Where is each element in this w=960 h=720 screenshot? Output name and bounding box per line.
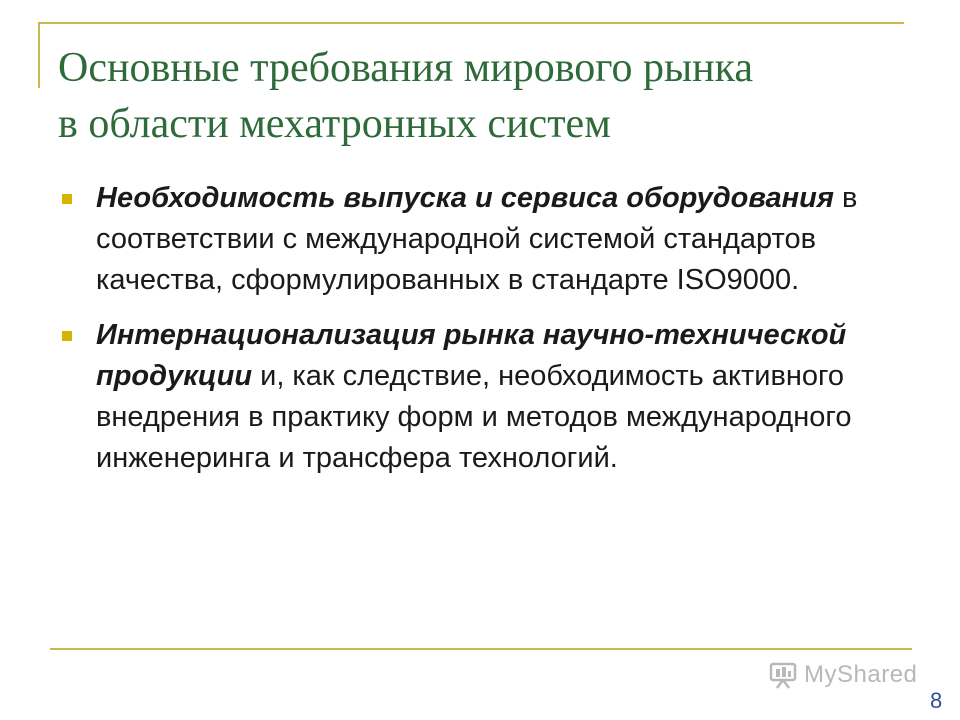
presentation-board-icon [768,660,798,690]
square-bullet-icon [62,194,72,204]
square-bullet-icon [62,331,72,341]
title-line-1: Основные требования мирового рынка [58,45,754,91]
left-rule [38,22,40,88]
bullet-1-text: в соответствии с международной системой стандартов качества, сформулированных в стандарте ISO9000. [96,182,858,296]
bottom-rule [50,648,912,650]
bullet-1-emphasis: Необходимость выпуска и сервиса оборудования [96,182,834,214]
bullet-2-text: и, как следствие, необходимость активного внедрения в практику форм и методов международного инженеринга и трансфера технологий. [96,360,852,474]
watermark-text: MyShared [804,661,918,688]
bullet-2-emphasis: Интернационализация рынка научно-технической продукции [96,319,847,392]
bullet-item-2 [60,315,900,479]
bullet-list [60,178,900,493]
title-line-2: в области мехатронных систем [58,101,611,147]
watermark-logo [768,660,917,690]
top-rule [38,22,904,24]
bullet-item-1 [60,178,900,301]
slide-title [58,40,918,152]
page-number: 8 [930,688,943,713]
